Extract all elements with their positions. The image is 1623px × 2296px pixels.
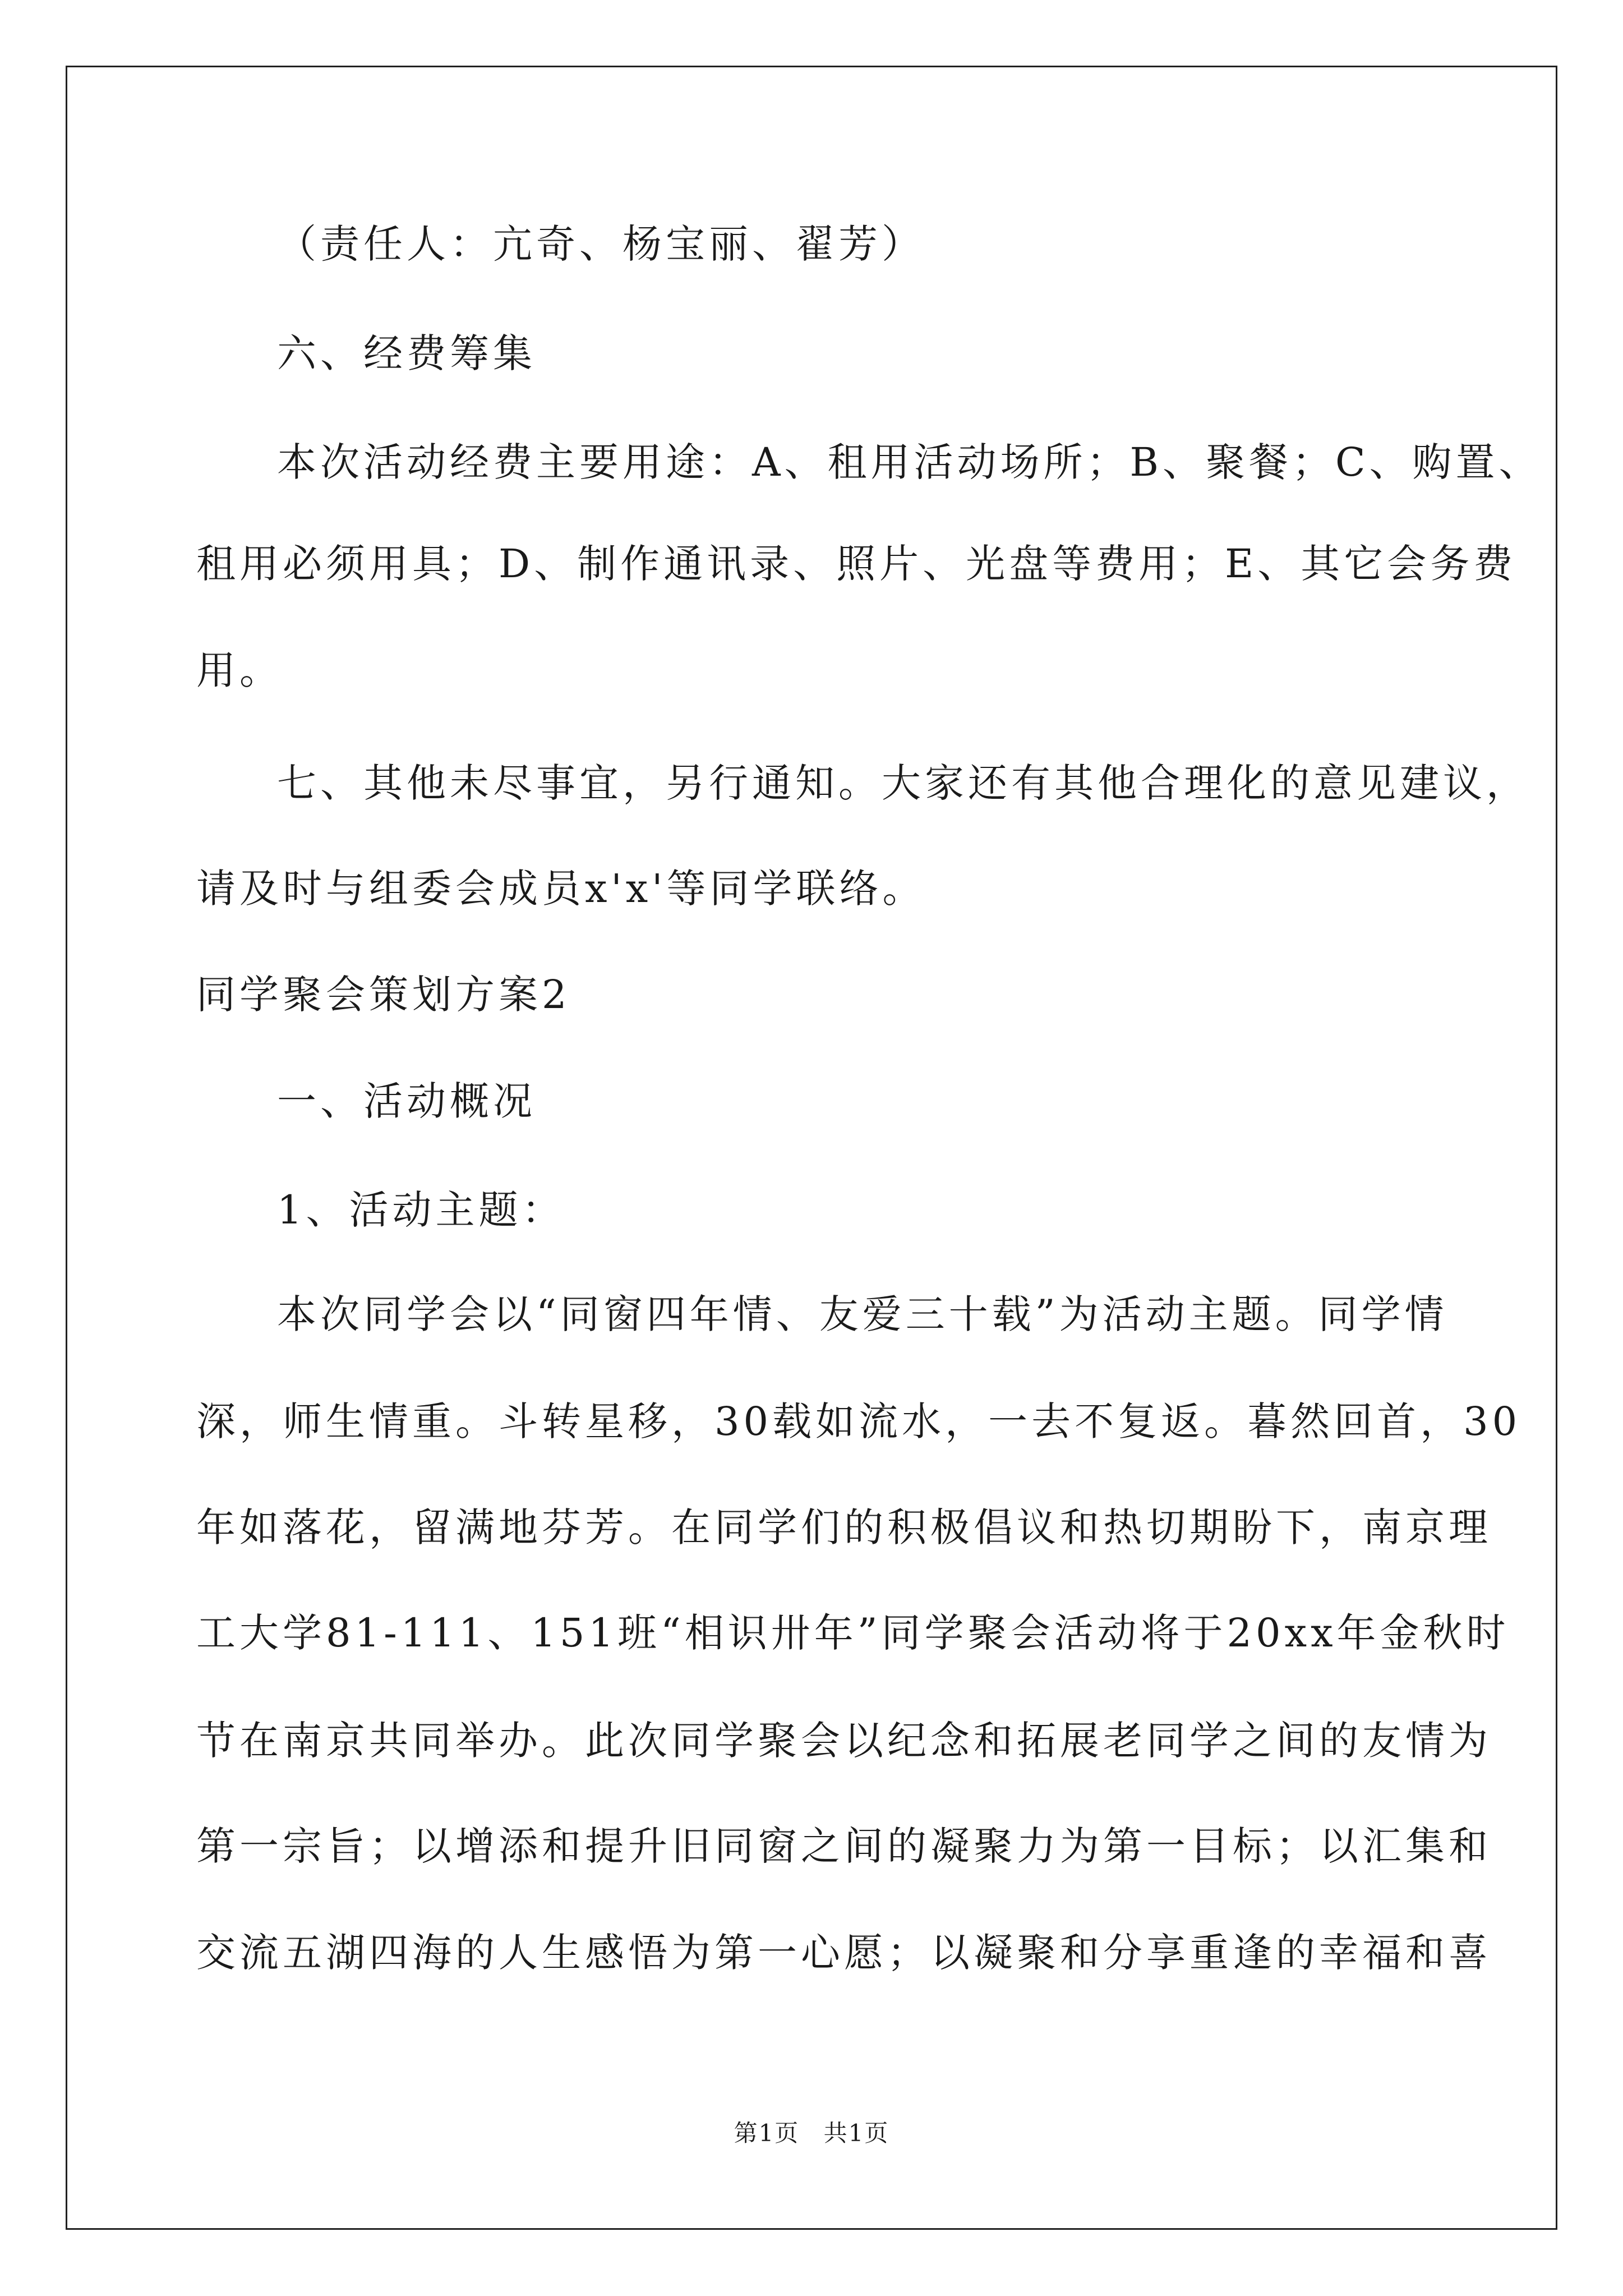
section-title: 同学聚会策划方案2 xyxy=(196,972,571,1018)
text-line: 节在南京共同举办。此次同学聚会以纪念和拓展老同学之间的友情为 xyxy=(196,1718,1492,1764)
text-line: 第一宗旨；以增添和提升旧同窗之间的凝聚力为第一目标；以汇集和 xyxy=(196,1823,1492,1869)
heading-funding: 六、经费筹集 xyxy=(277,330,536,376)
text-line: 租用必须用具；D、制作通讯录、照片、光盘等费用；E、其它会务费 xyxy=(196,541,1517,587)
page-border xyxy=(66,66,1557,2230)
text-line: 交流五湖四海的人生感悟为第一心愿；以凝聚和分享重逢的幸福和喜 xyxy=(196,1930,1492,1976)
text-line: 本次活动经费主要用途：A、租用活动场所；B、聚餐；C、购置、 xyxy=(277,439,1542,485)
page-total: 共1页 xyxy=(823,2119,889,2147)
text-line: 本次同学会以“同窗四年情、友爱三十载”为活动主题。同学情 xyxy=(277,1291,1448,1337)
page-number: 第1页 xyxy=(734,2119,800,2147)
text-line: 用。 xyxy=(196,647,283,693)
text-line: 深，师生情重。斗转星移，30载如流水，一去不复返。暮然回首，30 xyxy=(196,1398,1521,1444)
heading-overview: 一、活动概况 xyxy=(277,1078,536,1124)
heading-theme: 1、活动主题： xyxy=(277,1187,565,1233)
text-line: 工大学81-111、151班“相识卅年”同学聚会活动将于20xx年金秋时 xyxy=(196,1610,1510,1656)
text-line: 年如落花，留满地芬芳。在同学们的积极倡议和热切期盼下，南京理 xyxy=(196,1504,1492,1550)
text-line: 七、其他未尽事宜，另行通知。大家还有其他合理化的意见建议， xyxy=(277,760,1529,806)
text-line-responsible: （责任人：亢奇、杨宝丽、翟芳） xyxy=(277,221,925,267)
text-line: 请及时与组委会成员x'x'等同学联络。 xyxy=(196,866,926,912)
page-footer xyxy=(0,2118,1623,2148)
